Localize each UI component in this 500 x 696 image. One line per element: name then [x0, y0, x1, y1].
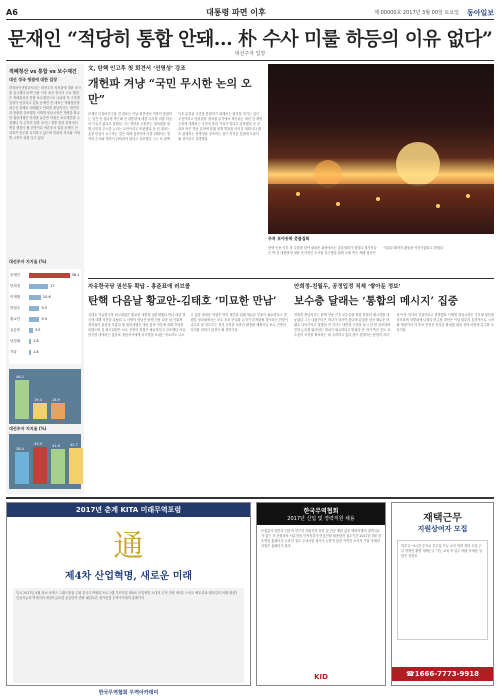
- ad-mid-header: [257, 503, 385, 525]
- divider: [88, 278, 494, 279]
- info-box-title: 적폐청산 vs 통합 vs 보수재건: [9, 69, 77, 75]
- divider: [6, 497, 494, 499]
- ad-right-subtitle: 지원상여자 모집: [417, 524, 468, 533]
- article-right-title: 보수층 달래는 ‘통합의 메시지’ 집중: [294, 295, 458, 307]
- approval-bar-chart-3: [9, 434, 81, 489]
- bar: [29, 295, 41, 300]
- approval-bar-chart-2: [9, 369, 81, 424]
- ad-kita-forum: [6, 502, 251, 696]
- ad-mid-body: 모집분야 일반직 전산직 연구직 지원자격 학력 및 전공 제한 없음 해외여행에 결격사유가 없는 자 전형절차 서류전형 인적성검사 면접전형 최종합격 접수기간 2017년 3월 접수방법 홈페이지 온라인 접수 우대사항 외국어 능통자 관련 자격증 소지자 기타 자세한 사항은 홈페이지 참조: [261, 529, 381, 548]
- bar-label: 안철수: [10, 306, 21, 310]
- ad-recruit: [256, 502, 386, 686]
- bar-value: 43.9: [34, 442, 42, 447]
- bar-value: 42.7: [70, 443, 78, 448]
- bar-label: 남경필: [10, 339, 21, 343]
- bar-value: 17: [50, 284, 55, 288]
- ad-right-phone[interactable]: ☎1666-7773-9918: [392, 667, 493, 681]
- ad-left-program: 일시 2017년 4월 장소 코엑스 그랜드볼룸 주최 한국무역협회 프로그램 기조연설 제4차 산업혁명 시대의 무역 전략 세션1 스마트 팩토리와 제조업의 미래 세션2 인공지능과 빅데이터 세션3 글로벌 공급망의 변화 패널토론 참가신청 무역아카데미 홈페이지: [13, 588, 244, 683]
- chart1-title: 대선주자 지지율 (%): [9, 259, 47, 264]
- article-left-kicker: 文, 탄핵 인고후 첫 회견서 ‘선명성’ 강조: [88, 66, 186, 72]
- article-right-kicker: 안희정-친월두, 공정입정 직제 ‘쌓아둔 정보’: [294, 284, 401, 290]
- main-headline: 문재인 “적당히 통합 안돼… 朴 수사 미룰 하등의 이유 없다”: [7, 28, 493, 50]
- bar: [69, 448, 83, 484]
- bar-value: 38.4: [16, 446, 24, 451]
- article-right: [294, 282, 494, 492]
- article-mid-title: 탄핵 다음날 황교안-김태호 ‘미묘한 만남’: [88, 295, 277, 307]
- bar: [29, 317, 39, 322]
- ad-homework: [391, 502, 494, 686]
- bar-label: 문재인: [10, 273, 21, 277]
- ad-right-title: 재택근무: [423, 513, 462, 524]
- article-left: [88, 64, 263, 274]
- ad-left-org: 한국무역협회 무역아카데미: [98, 690, 159, 696]
- ad-mid-subtitle: 2017년 신입 및 경력직원 채용: [287, 516, 355, 522]
- bar: [29, 350, 31, 355]
- chart2-title: 대선주자 지지율 (%): [9, 426, 47, 431]
- left-info-box: [6, 64, 84, 494]
- bar-value: 36.1: [71, 273, 80, 277]
- bar-value: 3.5: [34, 328, 41, 332]
- bar-value: 10.6: [42, 295, 51, 299]
- ad-mid-title: 한국무역협회: [303, 508, 339, 515]
- bar-value: 1.8: [33, 339, 39, 343]
- photo-article-body: 탄핵 인용 이후 첫 주말을 맞아 광화문 광장에서는 촛불집회가 열렸다 참가자들은 박 전 대통령에 대한 즉각적인 수사를 촉구했다 집회 주최 측은 적폐 청산이 이뤄질 때까지 활동을 이어가겠다고 밝혔다: [268, 246, 443, 255]
- article-left-title: 개헌파 겨냥 “국민 무시한 논의 오만”: [88, 77, 252, 106]
- bar-label: 기타: [10, 350, 17, 354]
- bar: [15, 380, 29, 419]
- bar-value: 18.9: [52, 398, 60, 403]
- bar: [51, 403, 65, 419]
- bar: [29, 273, 70, 278]
- approval-bar-chart: [9, 269, 81, 364]
- info-box-text: 한상파이낸셜리서치는 대선주자 지지율에 대한 조사를 실시했다 탄핵 인용 이후 대선 정국의 주요 쟁점은 적폐청산과 통합 보수재건으로 나뉘며 각 주자별 입장이 엇갈리고 있다 문재인 전 대표는 적폐청산을 최우선 과제로 내세웠고 안희정 충남지사는 대연정과 통합을 강조했다 이재명 성남시장은 개혁을 황교안 권한대행은 안정을 유승민 의원은 보수재건을 주장했다 각 주자의 입장 차이는 향후 경선 과정에서 핵심 쟁점이 될 전망이다 여론조사 결과 문재인 전 대표가 선두를 유지하고 있으며 안희정 지사와 이재명 시장이 뒤를 잇고 있다: [9, 86, 81, 140]
- newspaper-brand: 동아일보: [466, 8, 494, 17]
- candlelight-rally-photo: [268, 64, 494, 234]
- ad-left-calligraphy: 通: [113, 529, 144, 564]
- bar: [29, 284, 48, 289]
- bar: [29, 339, 31, 344]
- article-mid: [88, 282, 288, 492]
- photo-caption: 주목 보아동학 촛불집회: [268, 236, 310, 241]
- bar: [33, 403, 47, 419]
- ad-right-body: 하루 2~3시간 투자로 부수입 가능 나이 학력 경력 무관 주부 직장인 환영 재택근무 가능 교육 후 업무 배정 자세한 상담은 전화로: [397, 540, 488, 640]
- ad-left-subtitle: 제4차 산업혁명, 새로운 미래: [64, 571, 193, 582]
- bar-value: 9.3: [41, 306, 48, 310]
- article-mid-kicker: 자유한국당 권선동 확답 - 홍준표에 러브콜: [88, 284, 191, 290]
- article-left-body: 문재인 더불어민주당 전 대표는 이날 회견에서 적당히 통합하는 것은 안 된다며 박근혜 전 대통령에 대한 수사를 미룰 하등의 이유가 없다고 말했다 그는 개헌을 주장하는 정치권을 향해 국민을 무시한 논의는 오만이라고 비판했다 문 전 대표는 촛불 민심이 요구하는 것은 적폐 청산이며 이를 위해서는 철저한 수사와 개혁이 뒤따라야 한다고 강조했다 그는 또 탄핵 이후 분열된 국민을 통합하기 위해서는 원칙을 지키는 것이 우선이라고 덧붙였다 정치권 일각에서 제기되는 대선 전 개헌 주장에 대해서는 국민의 뜻과 거리가 멀다고 일축했다 문 전 대표 측은 경선 일정에 맞춰 정책 발표를 이어갈 계획이다 캠프 관계자는 선명성을 강조하는 것이 지지층 결집에 도움이 될 것이라고 설명했다: [88, 112, 263, 141]
- bar: [51, 449, 65, 484]
- ad-mid-org: KID: [314, 673, 328, 681]
- crowd-image-icon: [268, 64, 494, 234]
- section-title: 대통령 파면 이후: [206, 8, 266, 17]
- divider: [6, 60, 494, 61]
- bar-value: 46.2: [16, 375, 24, 380]
- bar-label: 황교안: [10, 317, 21, 321]
- bar-label: 이재명: [10, 295, 21, 299]
- issue-date: 제 00000호 2017년 3월 00일 토요일: [374, 10, 459, 16]
- bar: [33, 447, 47, 484]
- sub-headline: 대선주자 입장: [234, 51, 266, 57]
- ad-left-title: 2017년 춘계 KITA 미래무역포럼: [7, 503, 250, 517]
- bar-value: 1.8: [33, 350, 39, 354]
- bar: [29, 328, 33, 333]
- bar-label: 유승민: [10, 328, 21, 332]
- page-header: [6, 6, 494, 20]
- bar-value: 9.3: [41, 317, 48, 321]
- section-number: A6: [6, 8, 18, 17]
- bar: [15, 452, 29, 484]
- bar-label: 안희정: [10, 284, 21, 288]
- bar: [29, 306, 39, 311]
- info-box-subtitle: 대선 정국 쟁점에 대한 입장: [9, 77, 58, 82]
- article-right-body: 안희정 충남지사는 탄핵 인용 이후 보수층을 향한 통합의 메시지를 내놓았다 그는 대한민국은 하나가 되어야 한다며 분열을 넘어 새로운 미래로 나아가자고 말했다 안 지사는 대연정 구상을 다시 한 번 강조하며 진영 논리를 뛰어넘는 정치가 필요하다고 밝혔다 안 지사 측은 중도 보수층의 지지를 확보하는 데 주력하고 있다 캠프 관계자는 통합의 리더십이 안 지사의 강점이라고 설명했다 이재명 성남시장은 기득권 청산을 강조하며 차별화에 나섰다 민주당 경선은 이달 말부터 본격적으로 시작될 예정이다 각 후보 진영은 지지층 확대를 위한 전략 마련에 분주한 모습이다: [294, 313, 494, 337]
- article-mid-body: 김태호 자유한국당 최고위원은 황교안 대통령 권한대행과 만나 대선 정국에 대해 의견을 나눴다 두 사람의 만남은 탄핵 인용 다음 날 이뤄져 정치권의 관심을 모았다 황 권한대행은 대선 출마 여부에 대해 즉답을 피했으며 김 최고위원은 보수 진영의 결집이 필요하다고 강조했다 자유한국당 내에서는 홍준표 경남지사에게 러브콜을 보내는 목소리도 나오고 있다 권성동 의원은 당의 재건을 위해 새로운 인물이 필요하다고 말했다 정치권에서는 보수 후보 단일화 논의가 본격화될 것이라는 전망이 나온다 당 지도부는 경선 규칙을 조만간 확정할 계획이다 보수 진영의 지지율 회복이 관건이 될 전망이다: [88, 313, 288, 337]
- bar-value: 19.4: [34, 397, 42, 402]
- bar-value: 41.6: [52, 444, 60, 449]
